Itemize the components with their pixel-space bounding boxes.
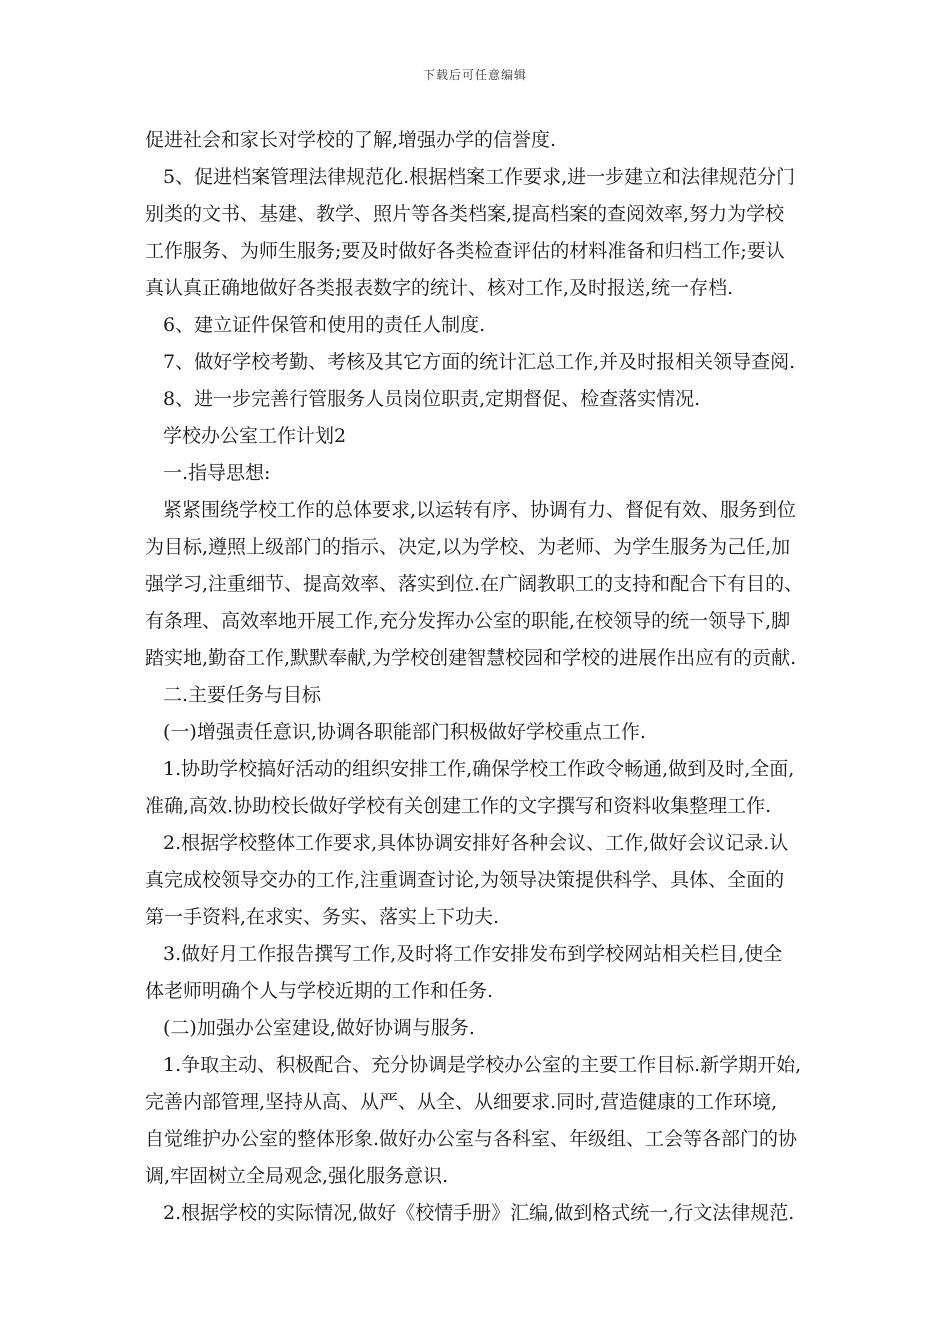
paragraph-line: 调,牢固树立全局观念,强化服务意识. bbox=[145, 1165, 449, 1187]
paragraph-line: 为目标,遵照上级部门的指示、决定,以为学校、为老师、为学生服务为己任,加 bbox=[145, 536, 791, 558]
subsection-heading: (二)加强办公室建设,做好协调与服务. bbox=[163, 1017, 475, 1039]
paragraph-line: 5、促进档案管理法律规范化.根据档案工作要求,进一步建立和法律规范分门 bbox=[163, 166, 796, 188]
paragraph-line: 真完成校领导交办的工作,注重调查讨论,为领导决策提供科学、具体、全面的 bbox=[145, 869, 785, 891]
paragraph-line: 2.根据学校整体工作要求,具体协调安排好各种会议、工作,做好会议记录.认 bbox=[163, 832, 789, 854]
page-header: 下载后可任意编辑 bbox=[422, 68, 527, 82]
paragraph-line: 2.根据学校的实际情况,做好《校情手册》汇编,做到格式统一,行文法律规范. bbox=[163, 1202, 795, 1224]
paragraph-line: 第一手资料,在求实、务实、落实上下功夫. bbox=[145, 906, 500, 928]
document-body bbox=[145, 122, 810, 1232]
paragraph-line: 紧紧围绕学校工作的总体要求,以运转有序、协调有力、督促有效、服务到位 bbox=[163, 499, 797, 521]
paragraph-line: 踏实地,勤奋工作,默默奉献,为学校创建智慧校园和学校的进展作出应有的贡献. bbox=[145, 647, 797, 669]
paragraph-line: 1.争取主动、积极配合、充分协调是学校办公室的主要工作目标.新学期开始, bbox=[163, 1054, 802, 1076]
paragraph-line: 7、做好学校考勤、考核及其它方面的统计汇总工作,并及时报相关领导查阅. bbox=[163, 351, 796, 373]
paragraph-line: 自觉维护办公室的整体形象.做好办公室与各科室、年级组、工会等各部门的协 bbox=[145, 1128, 798, 1150]
paragraph-line: 3.做好月工作报告撰写工作,及时将工作安排发布到学校网站相关栏目,使全 bbox=[163, 943, 783, 965]
paragraph-line: 促进社会和家长对学校的了解,增强办学的信誉度. bbox=[145, 129, 557, 151]
paragraph-line: 真认真正确地做好各类报表数字的统计、核对工作,及时报送,统一存档. bbox=[145, 277, 734, 299]
paragraph-line: 1.协助学校搞好活动的组织安排工作,确保学校工作政令畅通,做到及时,全面, bbox=[163, 758, 795, 780]
paragraph-line: 强学习,注重细节、提高效率、落实到位.在广阔教职工的支持和配合下有目的、 bbox=[145, 573, 804, 595]
paragraph-line: 工作服务、为师生服务;要及时做好各类检查评估的材料准备和归档工作;要认 bbox=[145, 240, 785, 262]
section-heading: 一.指导思想: bbox=[163, 462, 271, 484]
subsection-heading: (一)增强责任意识,协调各职能部门积极做好学校重点工作. bbox=[163, 721, 646, 743]
paragraph-line: 有条理、高效率地开展工作,充分发挥办公室的职能,在校领导的统一领导下,脚 bbox=[145, 610, 791, 632]
paragraph-line: 别类的文书、基建、教学、照片等各类档案,提高档案的查阅效率,努力为学校 bbox=[145, 203, 785, 225]
paragraph-line: 6、建立证件保管和使用的责任人制度. bbox=[163, 314, 486, 336]
section-title: 学校办公室工作计划2 bbox=[163, 425, 347, 447]
paragraph-line: 8、进一步完善行管服务人员岗位职责,定期督促、检查落实情况. bbox=[163, 388, 701, 410]
paragraph-line: 准确,高效.协助校长做好学校有关创建工作的文字撰写和资料收集整理工作. bbox=[145, 795, 772, 817]
paragraph-line: 完善内部管理,坚持从高、从严、从全、从细要求.同时,营造健康的工作环境, bbox=[145, 1091, 778, 1113]
paragraph-line: 体老师明确个人与学校近期的工作和任务. bbox=[145, 980, 494, 1002]
section-heading: 二.主要任务与目标 bbox=[163, 684, 322, 706]
